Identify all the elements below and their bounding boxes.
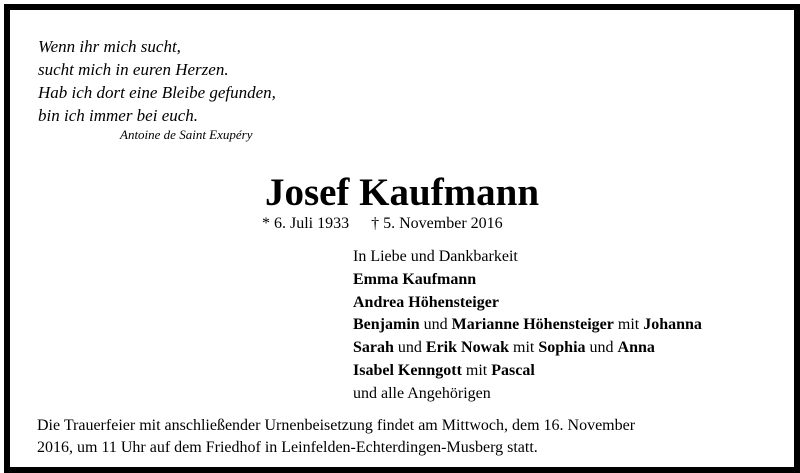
connector-text: und [393, 339, 426, 357]
mourners-intro: In Liebe und Dankbarkeit [353, 248, 518, 265]
notice-line: 2016, um 11 Uhr auf dem Friedhof in Leinfelden-Echterdingen-Musberg statt. [37, 439, 538, 456]
connector-text: und [585, 339, 618, 357]
mourner-name: Sophia [538, 339, 586, 357]
deceased-name: Josef Kaufmann [264, 171, 540, 214]
mourner-name: Anna [617, 339, 655, 357]
poem-line: sucht mich in euren Herzen. [38, 60, 229, 79]
death-date: † 5. November 2016 [371, 215, 503, 232]
connector-text: mit [613, 316, 644, 334]
birth-date: * 6. Juli 1933 [262, 215, 350, 232]
poem-line: Hab ich dort eine Bleibe gefunden, [38, 83, 276, 102]
connector-text: mit [509, 339, 539, 357]
poem-line: bin ich immer bei euch. [38, 106, 199, 125]
mourners-closing: und alle Angehörigen [353, 384, 491, 402]
mourner-name: Sarah [353, 339, 394, 357]
mourner-name: Johanna [643, 316, 702, 334]
mourner-line [353, 360, 702, 383]
poem-line: Wenn ihr mich sucht, [38, 37, 181, 56]
mourners-list [353, 246, 702, 406]
poem [38, 35, 276, 127]
obituary-frame [4, 4, 800, 473]
mourner-name: Pascal [491, 361, 535, 379]
funeral-notice [37, 415, 635, 459]
mourner-name: Isabel Kenngott [353, 361, 462, 379]
mourner-name: Marianne Höhensteiger [451, 316, 614, 334]
mourner-line: Andrea Höhensteiger [353, 293, 499, 311]
mourner-line: Emma Kaufmann [353, 270, 477, 288]
mourner-line [353, 337, 702, 360]
mourner-name: Erik Nowak [425, 339, 510, 357]
mourner-line [353, 314, 702, 337]
connector-text: mit [461, 361, 492, 379]
life-dates [262, 215, 503, 233]
poem-author: Antoine de Saint Exupéry [120, 127, 253, 142]
mourner-name: Benjamin [353, 316, 420, 334]
connector-text: und [419, 316, 452, 334]
notice-line: Die Trauerfeier mit anschließender Urnenbeisetzung findet am Mittwoch, dem 16. November [37, 417, 636, 434]
